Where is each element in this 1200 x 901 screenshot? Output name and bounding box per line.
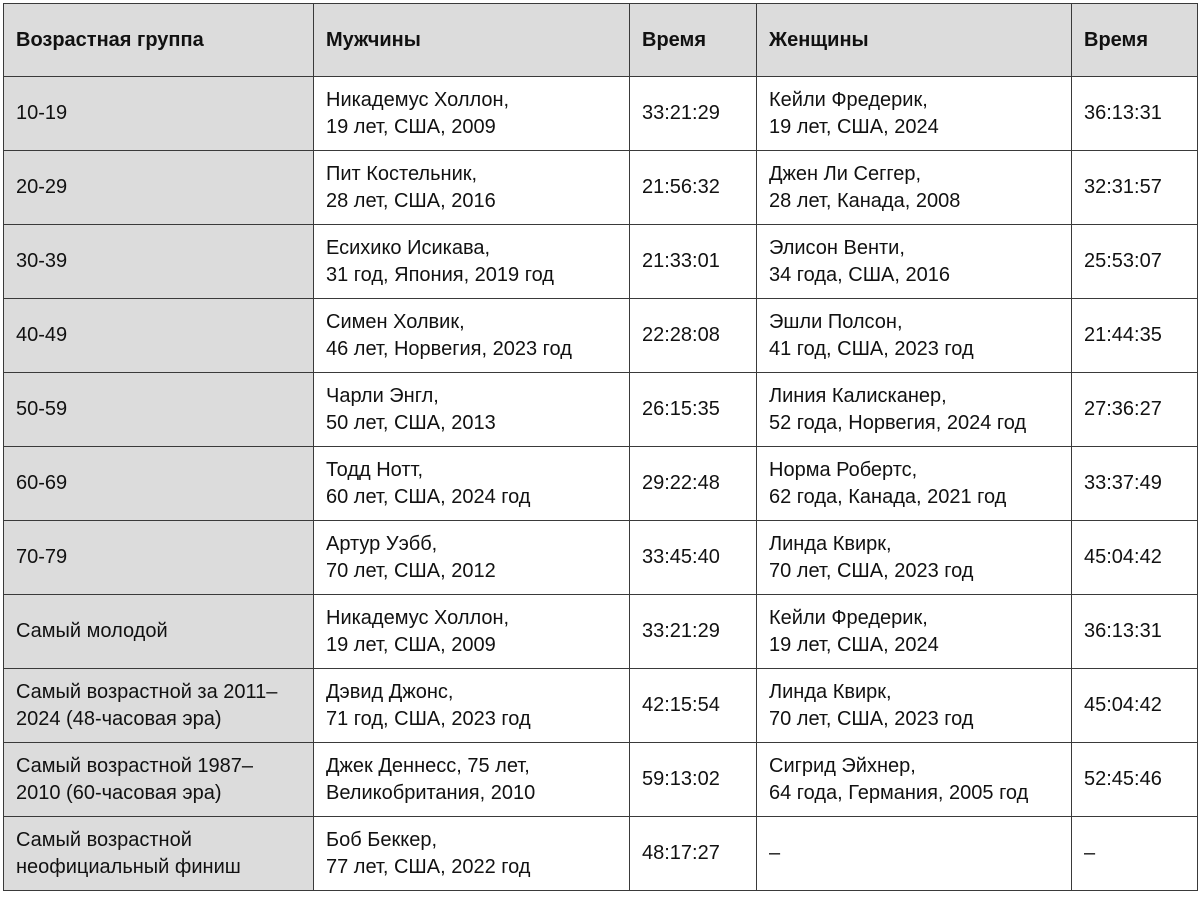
men-record-cell-line: Боб Беккер, xyxy=(326,828,438,851)
men-record-cell-line: 77 лет, США, 2022 год xyxy=(326,855,531,878)
women-time-cell: 27:36:27 xyxy=(1072,373,1198,447)
men-time-cell: 29:22:48 xyxy=(630,447,757,521)
age-group-cell xyxy=(4,299,314,373)
men-record-cell-line: Джек Деннесс, 75 лет, xyxy=(326,754,530,777)
age-group-cell xyxy=(4,77,314,151)
women-time-cell: 45:04:42 xyxy=(1072,521,1198,595)
women-record-cell-line: Норма Робертс, xyxy=(769,458,918,481)
men-record-cell xyxy=(314,447,630,521)
women-record-cell xyxy=(757,595,1072,669)
men-record-cell-line: 19 лет, США, 2009 xyxy=(326,115,496,138)
age-group-cell-line: 20-29 xyxy=(16,176,68,198)
table-header xyxy=(4,4,1198,77)
women-time-cell: – xyxy=(1072,817,1198,891)
header-men: Мужчины xyxy=(314,4,630,77)
men-time-cell: 42:15:54 xyxy=(630,669,757,743)
men-record-cell xyxy=(314,151,630,225)
women-record-cell xyxy=(757,521,1072,595)
age-group-cell-line: неофициальный финиш xyxy=(16,855,241,878)
age-group-records-table xyxy=(3,3,1198,891)
women-record-cell-line: 62 года, Канада, 2021 год xyxy=(769,485,1007,508)
women-record-cell-line: Сигрид Эйхнер, xyxy=(769,754,916,777)
age-group-cell-line: 70-79 xyxy=(16,546,68,568)
men-record-cell-line: 46 лет, Норвегия, 2023 год xyxy=(326,337,572,360)
age-group-cell-line: Самый возрастной за 2011– xyxy=(16,680,278,703)
women-record-cell-line: 34 года, США, 2016 xyxy=(769,263,950,286)
age-group-cell-line: 30-39 xyxy=(16,250,68,272)
women-record-cell-line: Кейли Фредерик, xyxy=(769,88,928,111)
men-record-cell xyxy=(314,521,630,595)
men-record-cell-line: Пит Костельник, xyxy=(326,162,478,185)
age-group-cell-line: 10-19 xyxy=(16,102,68,124)
women-record-cell-line: Линда Квирк, xyxy=(769,680,892,703)
women-record-cell-line: Эшли Полсон, xyxy=(769,310,903,333)
men-time-cell: 59:13:02 xyxy=(630,743,757,817)
men-time-cell: 21:33:01 xyxy=(630,225,757,299)
table-row xyxy=(4,299,1198,373)
women-record-cell-line: Линия Калисканер, xyxy=(769,384,947,407)
header-women: Женщины xyxy=(757,4,1072,77)
men-time-cell: 26:15:35 xyxy=(630,373,757,447)
table-row xyxy=(4,77,1198,151)
age-group-cell-line: 50-59 xyxy=(16,398,68,420)
men-record-cell-line: 31 год, Япония, 2019 год xyxy=(326,263,554,286)
women-record-cell xyxy=(757,743,1072,817)
age-group-cell xyxy=(4,669,314,743)
men-record-cell-line: 19 лет, США, 2009 xyxy=(326,633,496,656)
men-record-cell-line: 71 год, США, 2023 год xyxy=(326,707,531,730)
header-age-group: Возрастная группа xyxy=(4,4,314,77)
women-record-cell xyxy=(757,225,1072,299)
women-time-cell: 33:37:49 xyxy=(1072,447,1198,521)
table-row xyxy=(4,595,1198,669)
men-time-cell: 21:56:32 xyxy=(630,151,757,225)
women-record-cell-line: 70 лет, США, 2023 год xyxy=(769,559,974,582)
women-time-cell: 25:53:07 xyxy=(1072,225,1198,299)
age-group-cell-line: Самый возрастной xyxy=(16,828,192,851)
women-time-cell: 36:13:31 xyxy=(1072,595,1198,669)
table-row xyxy=(4,521,1198,595)
age-group-cell-line: 60-69 xyxy=(16,472,68,494)
table-row xyxy=(4,743,1198,817)
men-record-cell xyxy=(314,77,630,151)
age-group-cell xyxy=(4,817,314,891)
women-record-cell-line: 52 года, Норвегия, 2024 год xyxy=(769,411,1027,434)
women-record-cell-line: 41 год, США, 2023 год xyxy=(769,337,974,360)
men-record-cell-line: Никадемус Холлон, xyxy=(326,88,510,111)
women-record-cell xyxy=(757,447,1072,521)
table-row xyxy=(4,151,1198,225)
men-record-cell-line: 50 лет, США, 2013 xyxy=(326,411,496,434)
women-record-cell-line: 19 лет, США, 2024 xyxy=(769,115,939,138)
men-record-cell xyxy=(314,225,630,299)
men-record-cell xyxy=(314,743,630,817)
men-record-cell xyxy=(314,299,630,373)
women-record-cell-line: 64 года, Германия, 2005 год xyxy=(769,781,1029,804)
men-time-cell: 33:45:40 xyxy=(630,521,757,595)
women-record-cell xyxy=(757,77,1072,151)
men-record-cell-line: Есихико Исикава, xyxy=(326,236,491,259)
table-body xyxy=(4,77,1198,891)
men-record-cell-line: Симен Холвик, xyxy=(326,310,465,333)
age-group-cell-line: 40-49 xyxy=(16,324,68,346)
table-row xyxy=(4,373,1198,447)
women-time-cell: 45:04:42 xyxy=(1072,669,1198,743)
women-record-cell-line: Джен Ли Сеггер, xyxy=(769,162,922,185)
men-record-cell xyxy=(314,595,630,669)
age-group-cell-line: Самый молодой xyxy=(16,620,168,642)
men-record-cell xyxy=(314,669,630,743)
women-record-cell-line: Кейли Фредерик, xyxy=(769,606,928,629)
women-record-cell-line: Элисон Венти, xyxy=(769,236,905,259)
women-record-cell xyxy=(757,151,1072,225)
women-record-cell xyxy=(757,817,1072,891)
men-record-cell-line: Дэвид Джонс, xyxy=(326,680,454,703)
men-record-cell xyxy=(314,373,630,447)
women-record-cell-line: 70 лет, США, 2023 год xyxy=(769,707,974,730)
header-row xyxy=(4,4,1198,77)
women-time-cell: 36:13:31 xyxy=(1072,77,1198,151)
women-time-cell: 52:45:46 xyxy=(1072,743,1198,817)
men-record-cell-line: Тодд Нотт, xyxy=(326,458,424,481)
men-record-cell-line: Чарли Энгл, xyxy=(326,384,439,407)
men-time-cell: 33:21:29 xyxy=(630,595,757,669)
age-group-cell-line: Самый возрастной 1987– xyxy=(16,754,254,777)
table-row xyxy=(4,447,1198,521)
table-row xyxy=(4,669,1198,743)
age-group-cell xyxy=(4,151,314,225)
women-record-cell xyxy=(757,669,1072,743)
men-record-cell-line: 70 лет, США, 2012 xyxy=(326,559,496,582)
men-time-cell: 22:28:08 xyxy=(630,299,757,373)
age-group-cell xyxy=(4,225,314,299)
age-group-cell-line: 2024 (48-часовая эра) xyxy=(16,707,222,730)
men-record-cell-line: Никадемус Холлон, xyxy=(326,606,510,629)
women-record-cell xyxy=(757,373,1072,447)
men-record-cell xyxy=(314,817,630,891)
age-group-cell-line: 2010 (60-часовая эра) xyxy=(16,781,222,804)
men-time-cell: 33:21:29 xyxy=(630,77,757,151)
age-group-cell xyxy=(4,447,314,521)
women-record-cell-line: 28 лет, Канада, 2008 xyxy=(769,189,961,212)
table-row xyxy=(4,817,1198,891)
age-group-cell xyxy=(4,373,314,447)
women-time-cell: 21:44:35 xyxy=(1072,299,1198,373)
header-men-time: Время xyxy=(630,4,757,77)
men-record-cell-line: Великобритания, 2010 xyxy=(326,781,536,804)
women-record-cell-line: – xyxy=(769,842,781,864)
age-group-cell xyxy=(4,595,314,669)
age-group-cell xyxy=(4,743,314,817)
men-record-cell-line: Артур Уэбб, xyxy=(326,532,438,555)
men-time-cell: 48:17:27 xyxy=(630,817,757,891)
header-women-time: Время xyxy=(1072,4,1198,77)
table-row xyxy=(4,225,1198,299)
women-time-cell: 32:31:57 xyxy=(1072,151,1198,225)
men-record-cell-line: 28 лет, США, 2016 xyxy=(326,189,496,212)
women-record-cell-line: 19 лет, США, 2024 xyxy=(769,633,939,656)
age-group-cell xyxy=(4,521,314,595)
women-record-cell xyxy=(757,299,1072,373)
women-record-cell-line: Линда Квирк, xyxy=(769,532,892,555)
men-record-cell-line: 60 лет, США, 2024 год xyxy=(326,485,531,508)
